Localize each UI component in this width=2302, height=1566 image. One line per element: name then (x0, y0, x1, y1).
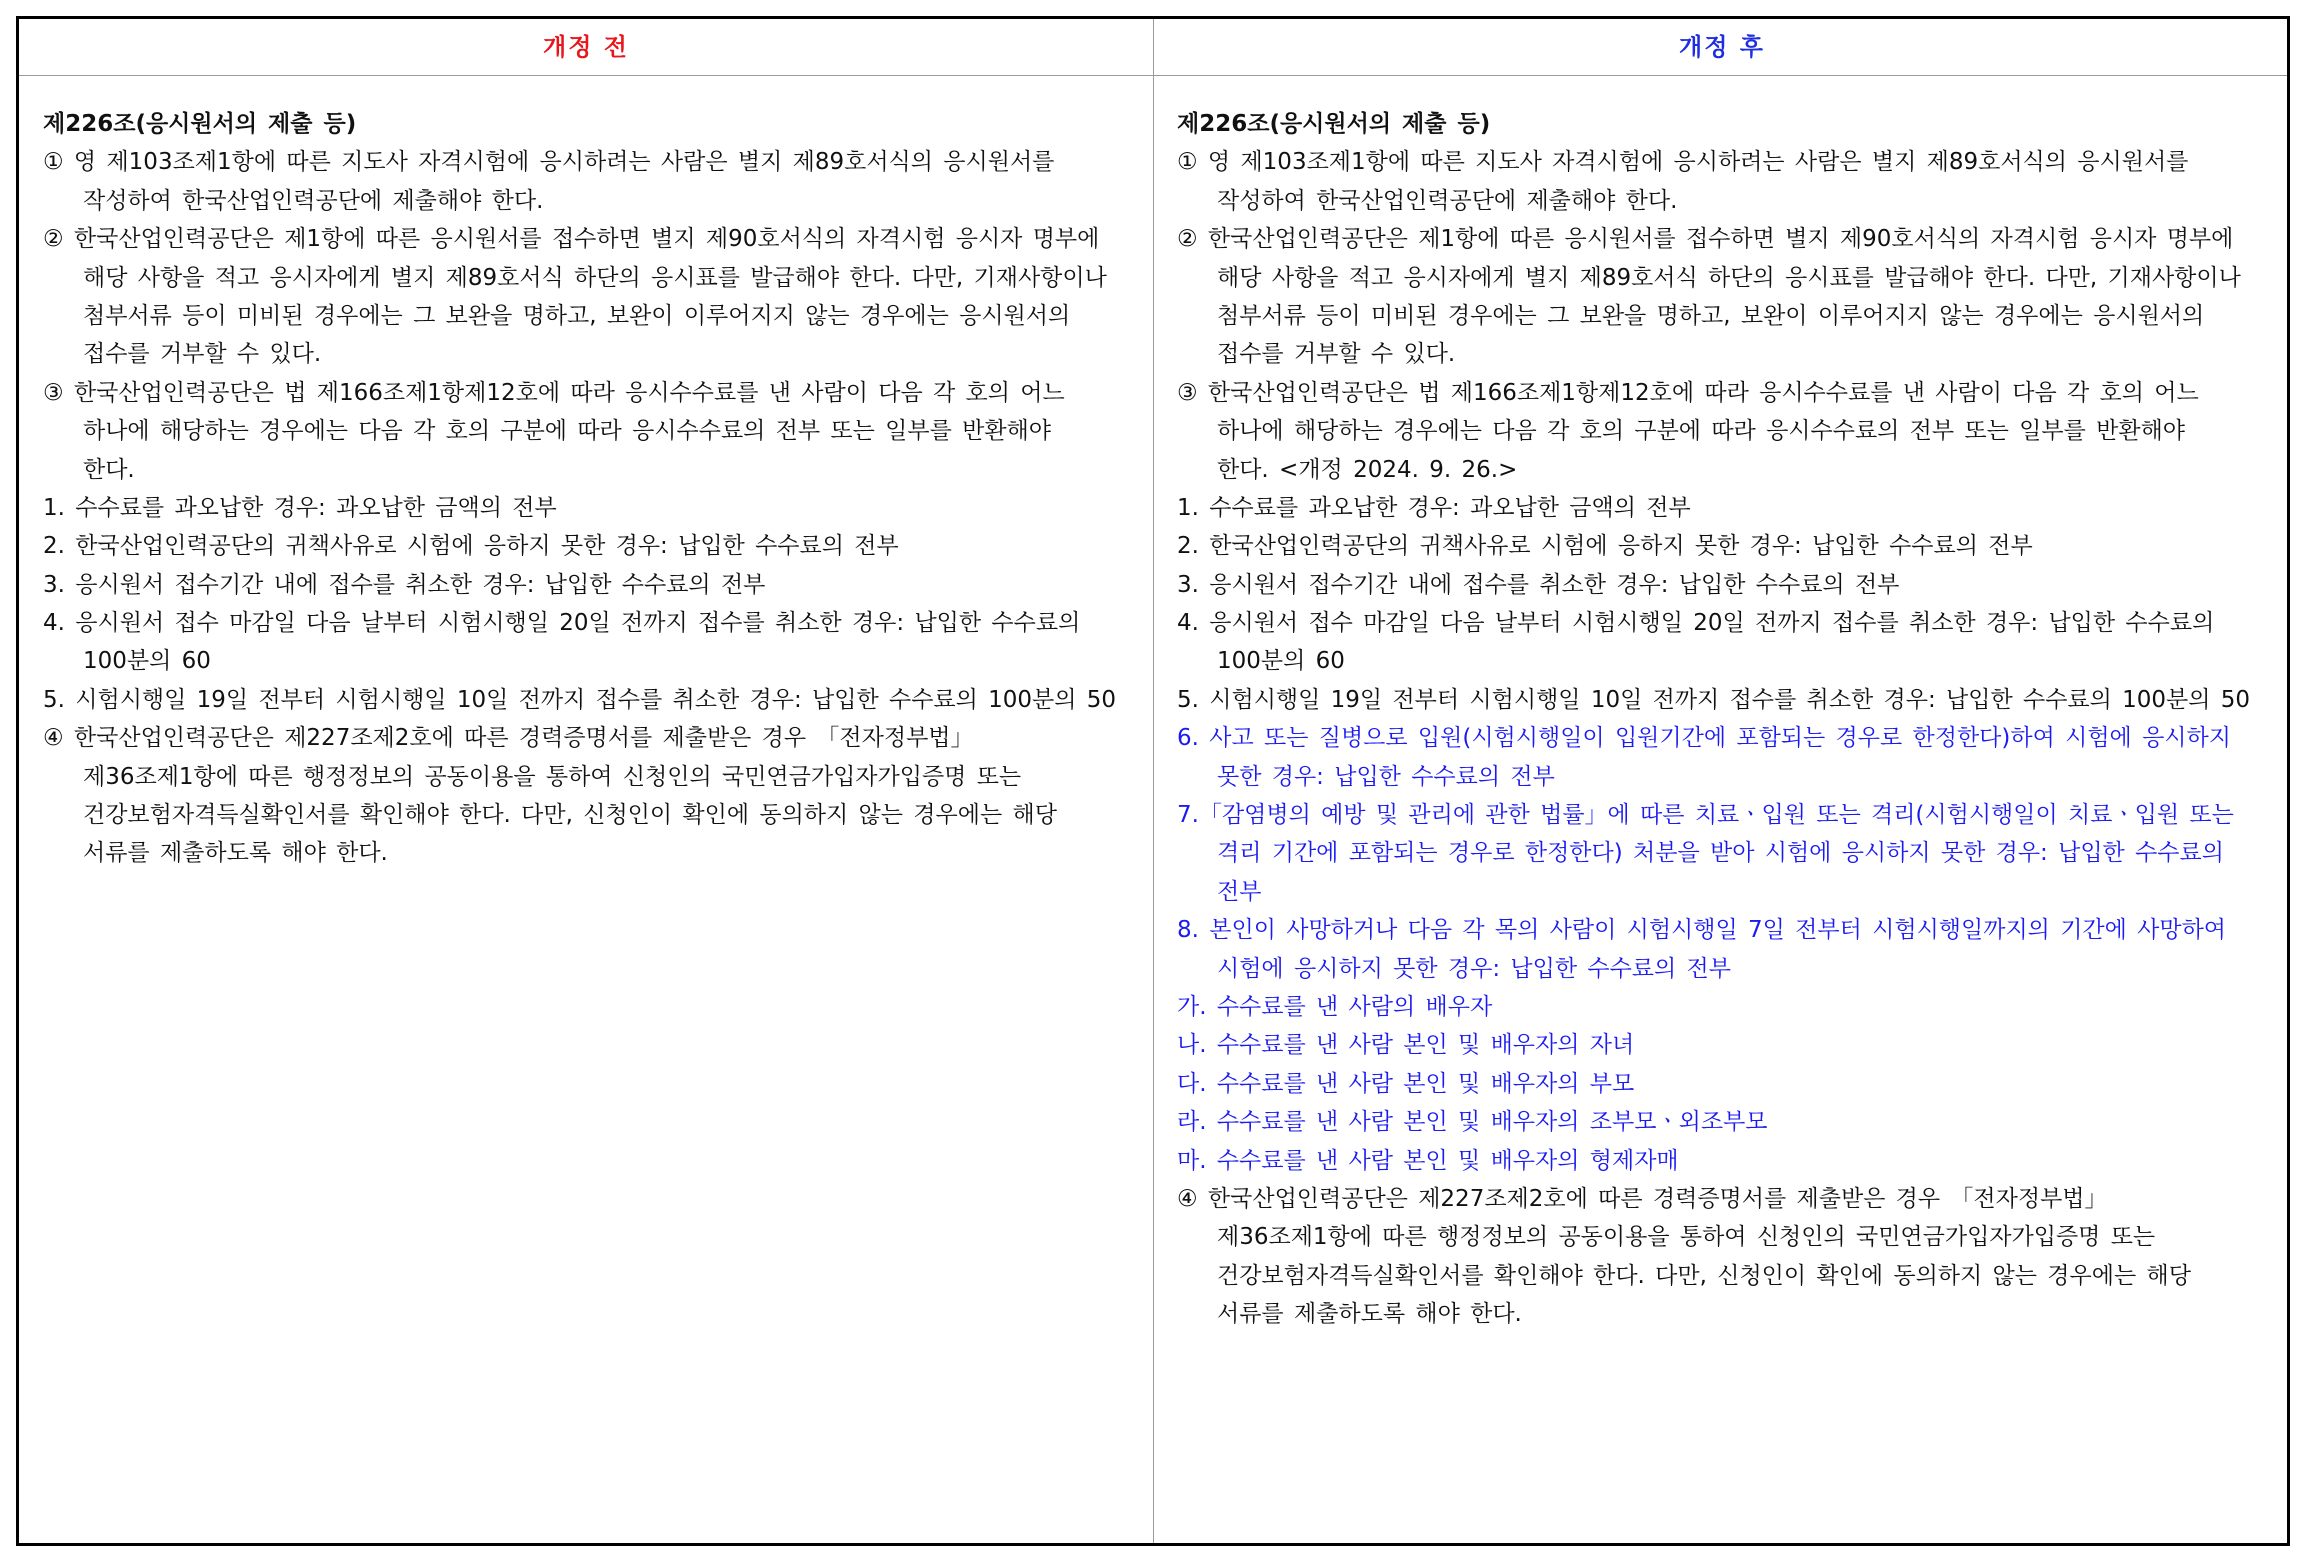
after-line-added-indent: 시험에 응시하지 못한 경우: 납입한 수수료의 전부 (1217, 955, 1731, 982)
after-line-indent: 해당 사항을 적고 응시자에게 별지 제89호서식 하단의 응시표를 발급해야 한다. 다만, 기재사항이나 (1217, 264, 2241, 291)
after-line-added: 가. 수수료를 낸 사람의 배우자 (1177, 993, 1493, 1020)
header-after: 개정 후 (1679, 33, 1765, 61)
before-line-indent: 해당 사항을 적고 응시자에게 별지 제89호서식 하단의 응시표를 발급해야 한다. 다만, 기재사항이나 (83, 264, 1107, 291)
before-line-indent: 접수를 거부할 수 있다. (83, 341, 322, 368)
before-line-normal: ③ 한국산업인력공단은 법 제166조제1항제12호에 따라 응시수수료를 낸 사람이 다음 각 호의 어느 (43, 379, 1065, 406)
before-line-normal: 5. 시험시행일 19일 전부터 시험시행일 10일 전까지 접수를 취소한 경우: 납입한 수수료의 100분의 50 (43, 686, 1117, 713)
column-divider (1153, 19, 1154, 1543)
after-line-normal: 1. 수수료를 과오납한 경우: 과오납한 금액의 전부 (1177, 494, 1691, 521)
before-line-indent: 작성하여 한국산업인력공단에 제출해야 한다. (83, 187, 544, 214)
after-line-added-indent: 격리 기간에 포함되는 경우로 한정한다) 처분을 받아 시험에 응시하지 못한 경우: 납입한 수수료의 (1217, 840, 2224, 867)
after-line-indent: 접수를 거부할 수 있다. (1217, 341, 1456, 368)
before-line-title: 제226조(응시원서의 제출 등) (43, 111, 357, 137)
after-line-added-indent: 못한 경우: 납입한 수수료의 전부 (1217, 763, 1555, 790)
before-line-normal: ① 영 제103조제1항에 따른 지도사 자격시험에 응시하려는 사람은 별지 제89호서식의 응시원서를 (43, 149, 1055, 176)
before-line-indent: 하나에 해당하는 경우에는 다음 각 호의 구분에 따라 응시수수료의 전부 또는 일부를 반환해야 (83, 418, 1052, 445)
after-line-normal: ② 한국산업인력공단은 제1항에 따른 응시원서를 접수하면 별지 제90호서식의 자격시험 응시자 명부에 (1177, 226, 2234, 253)
before-line-indent: 제36조제1항에 따른 행정정보의 공동이용을 통하여 신청인의 국민연금가입자가입증명 또는 (83, 763, 1022, 790)
after-line-title: 제226조(응시원서의 제출 등) (1177, 111, 1491, 137)
after-line-added: 나. 수수료를 낸 사람 본인 및 배우자의 자녀 (1177, 1032, 1635, 1059)
after-line-indent: 한다. <개정 2024. 9. 26.> (1217, 456, 1518, 483)
after-line-indent: 제36조제1항에 따른 행정정보의 공동이용을 통하여 신청인의 국민연금가입자가입증명 또는 (1217, 1224, 2156, 1251)
after-line-added: 라. 수수료를 낸 사람 본인 및 배우자의 조부모ㆍ외조부모 (1177, 1109, 1768, 1136)
after-line-indent: 첨부서류 등이 미비된 경우에는 그 보완을 명하고, 보완이 이루어지지 않는 경우에는 응시원서의 (1217, 302, 2205, 329)
after-column (1177, 105, 2285, 1334)
before-line-indent: 한다. (83, 456, 135, 483)
before-line-normal: 1. 수수료를 과오납한 경우: 과오납한 금액의 전부 (43, 494, 557, 521)
before-line-normal: 4. 응시원서 접수 마감일 다음 날부터 시험시행일 20일 전까지 접수를 취소한 경우: 납입한 수수료의 (43, 610, 1081, 637)
after-line-normal: ① 영 제103조제1항에 따른 지도사 자격시험에 응시하려는 사람은 별지 제89호서식의 응시원서를 (1177, 149, 2189, 176)
after-line-added: 6. 사고 또는 질병으로 입원(시험시행일이 입원기간에 포함되는 경우로 한정한다)하여 시험에 응시하지 (1177, 725, 2231, 752)
header-before: 개정 전 (543, 33, 629, 61)
after-line-normal: ④ 한국산업인력공단은 제227조제2호에 따른 경력증명서를 제출받은 경우 「전자정부법」 (1177, 1185, 2108, 1212)
before-line-normal: ② 한국산업인력공단은 제1항에 따른 응시원서를 접수하면 별지 제90호서식의 자격시험 응시자 명부에 (43, 226, 1100, 253)
before-line-normal: 2. 한국산업인력공단의 귀책사유로 시험에 응하지 못한 경우: 납입한 수수료의 전부 (43, 533, 899, 560)
after-line-added: 7.「감염병의 예방 및 관리에 관한 법률」에 따른 치료ㆍ입원 또는 격리(시험시행일이 치료ㆍ입원 또는 (1177, 802, 2234, 829)
after-line-indent: 서류를 제출하도록 해야 한다. (1217, 1301, 1522, 1328)
after-line-added-indent: 전부 (1217, 878, 1262, 905)
before-line-indent: 서류를 제출하도록 해야 한다. (83, 840, 388, 867)
after-line-normal: ③ 한국산업인력공단은 법 제166조제1항제12호에 따라 응시수수료를 낸 사람이 다음 각 호의 어느 (1177, 379, 2199, 406)
before-line-indent: 첨부서류 등이 미비된 경우에는 그 보완을 명하고, 보완이 이루어지지 않는 경우에는 응시원서의 (83, 302, 1071, 329)
after-line-added: 다. 수수료를 낸 사람 본인 및 배우자의 부모 (1177, 1070, 1635, 1097)
before-line-normal: 3. 응시원서 접수기간 내에 접수를 취소한 경우: 납입한 수수료의 전부 (43, 571, 766, 598)
after-line-normal: 4. 응시원서 접수 마감일 다음 날부터 시험시행일 20일 전까지 접수를 취소한 경우: 납입한 수수료의 (1177, 610, 2215, 637)
after-line-normal: 5. 시험시행일 19일 전부터 시험시행일 10일 전까지 접수를 취소한 경우: 납입한 수수료의 100분의 50 (1177, 686, 2251, 713)
before-line-normal: ④ 한국산업인력공단은 제227조제2호에 따른 경력증명서를 제출받은 경우 「전자정부법」 (43, 725, 974, 752)
before-line-indent: 100분의 60 (83, 648, 211, 675)
before-column (43, 105, 1151, 873)
after-line-normal: 2. 한국산업인력공단의 귀책사유로 시험에 응하지 못한 경우: 납입한 수수료의 전부 (1177, 533, 2033, 560)
after-line-indent: 작성하여 한국산업인력공단에 제출해야 한다. (1217, 187, 1678, 214)
after-line-added: 마. 수수료를 낸 사람 본인 및 배우자의 형제자매 (1177, 1147, 1679, 1174)
before-line-indent: 건강보험자격득실확인서를 확인해야 한다. 다만, 신청인이 확인에 동의하지 않는 경우에는 해당 (83, 802, 1057, 829)
after-line-indent: 건강보험자격득실확인서를 확인해야 한다. 다만, 신청인이 확인에 동의하지 않는 경우에는 해당 (1217, 1262, 2191, 1289)
after-line-indent: 100분의 60 (1217, 648, 1345, 675)
after-line-added: 8. 본인이 사망하거나 다음 각 목의 사람이 시험시행일 7일 전부터 시험시행일까지의 기간에 사망하여 (1177, 917, 2227, 944)
after-line-indent: 하나에 해당하는 경우에는 다음 각 호의 구분에 따라 응시수수료의 전부 또는 일부를 반환해야 (1217, 418, 2186, 445)
comparison-table (16, 16, 2290, 1546)
after-line-normal: 3. 응시원서 접수기간 내에 접수를 취소한 경우: 납입한 수수료의 전부 (1177, 571, 1900, 598)
